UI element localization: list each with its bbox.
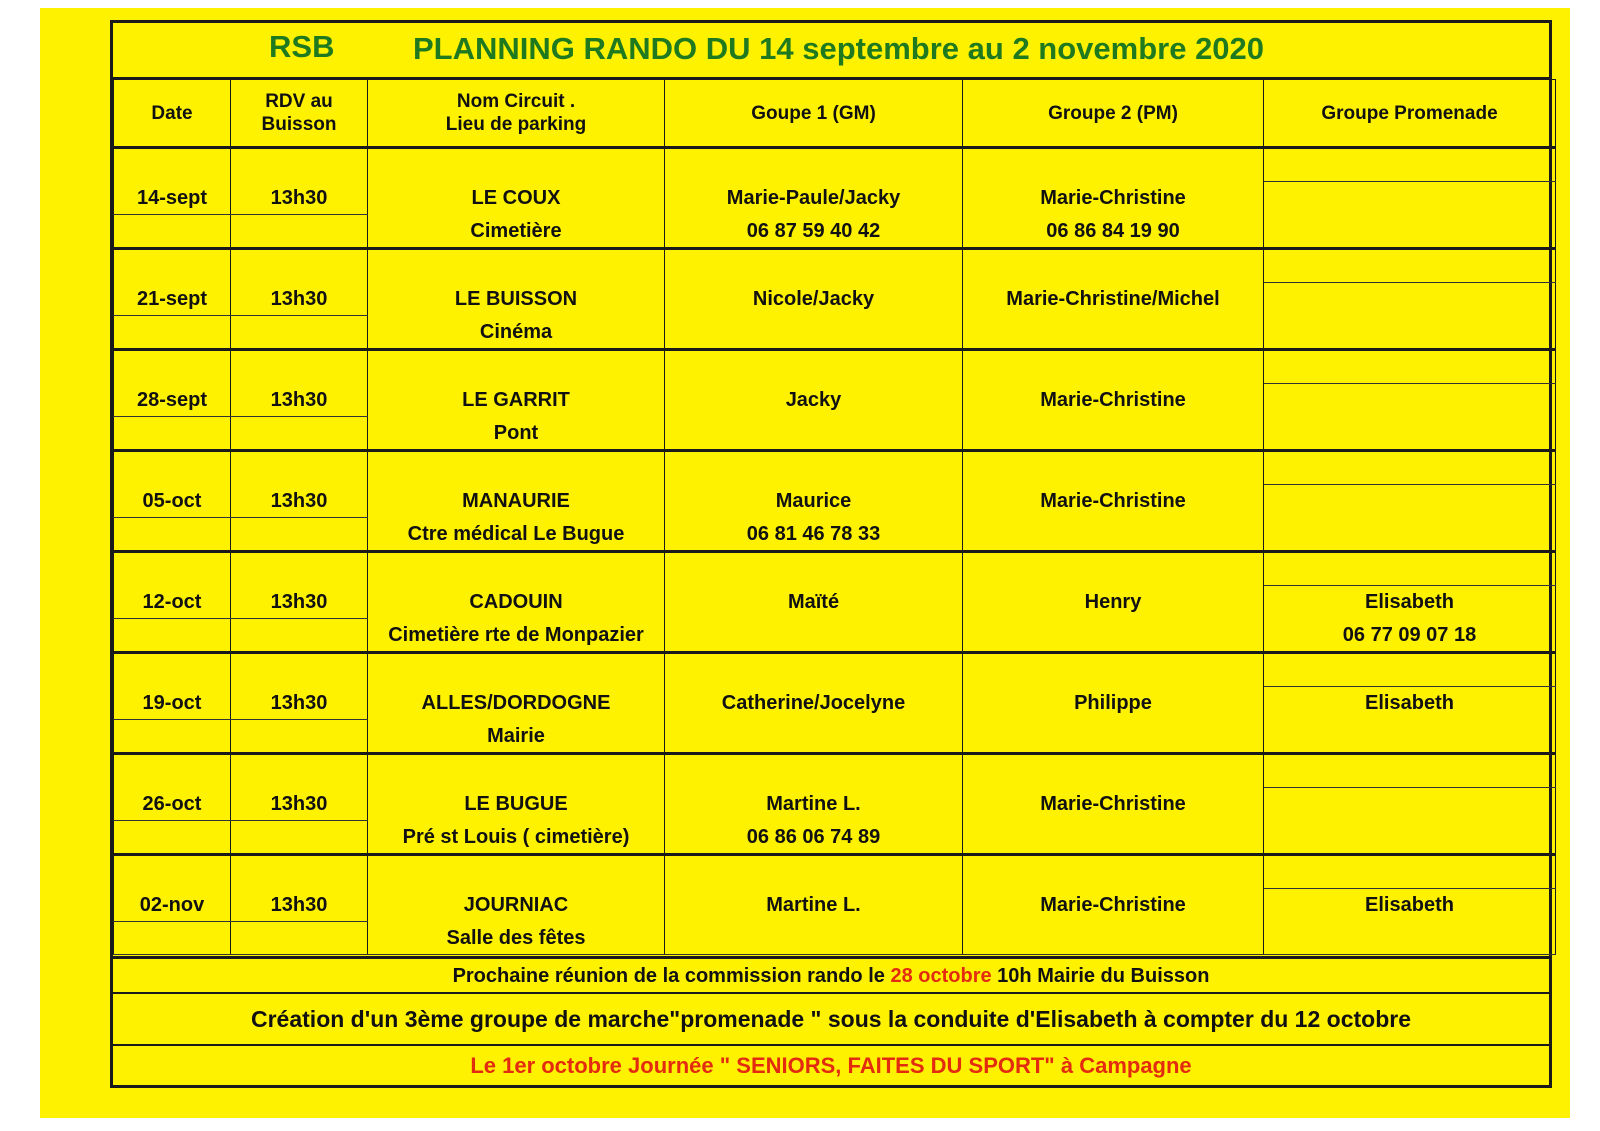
circuit-name: JOURNIAC (368, 889, 665, 922)
group2-cell (963, 249, 1264, 283)
promenade-leader (1264, 788, 1556, 821)
group1-leader: Maïté (665, 586, 963, 619)
group1-cell (665, 855, 963, 889)
group1-phone: 06 87 59 40 42 (665, 215, 963, 249)
group2-cell (963, 552, 1264, 586)
table-row (114, 182, 1556, 215)
time-cell (231, 855, 368, 889)
circuit-cell (368, 148, 665, 182)
outing-date: 28-sept (114, 384, 231, 417)
group1-phone: 06 81 46 78 33 (665, 518, 963, 552)
date-cell-lower (114, 720, 231, 754)
table-row-detail (114, 619, 1556, 653)
group1-cell (665, 249, 963, 283)
group1-leader: Maurice (665, 485, 963, 518)
promenade-leader (1264, 182, 1556, 215)
promenade-cell (1264, 350, 1556, 384)
parking-place: Cimetière (368, 215, 665, 249)
header-circuit (368, 80, 665, 148)
row-spacer (114, 754, 1556, 788)
group2-phone (963, 720, 1264, 754)
date-cell-lower (114, 922, 231, 955)
header-circuit-line1: Nom Circuit . (456, 91, 576, 112)
group1-phone (665, 720, 963, 754)
date-cell (114, 653, 231, 687)
circuit-name: LE BUISSON (368, 283, 665, 316)
meeting-time: 13h30 (231, 687, 368, 720)
group1-phone (665, 316, 963, 350)
row-spacer (114, 249, 1556, 283)
circuit-name: CADOUIN (368, 586, 665, 619)
group1-cell (665, 451, 963, 485)
group1-leader: Jacky (665, 384, 963, 417)
header-rdv-line1: RDV au (265, 91, 333, 112)
promenade-phone (1264, 720, 1556, 754)
outing-date: 21-sept (114, 283, 231, 316)
group1-phone: 06 86 06 74 89 (665, 821, 963, 855)
promenade-leader (1264, 283, 1556, 316)
promenade-leader (1264, 485, 1556, 518)
time-cell (231, 249, 368, 283)
page-title: PLANNING RANDO DU 14 septembre au 2 novembre 2020 (413, 31, 1265, 66)
date-cell-lower (114, 619, 231, 653)
group1-phone (665, 922, 963, 955)
group1-cell (665, 653, 963, 687)
group1-cell (665, 552, 963, 586)
group1-leader: Marie-Paule/Jacky (665, 182, 963, 215)
meeting-time: 13h30 (231, 182, 368, 215)
date-cell-lower (114, 821, 231, 855)
table-row (114, 485, 1556, 518)
group1-cell (665, 350, 963, 384)
circuit-cell (368, 350, 665, 384)
table-row (114, 283, 1556, 316)
group2-cell (963, 350, 1264, 384)
planning-board (110, 20, 1552, 1088)
time-cell (231, 754, 368, 788)
table-row (114, 788, 1556, 821)
promenade-cell (1264, 249, 1556, 283)
table-row-detail (114, 922, 1556, 955)
row-spacer (114, 148, 1556, 182)
meeting-time: 13h30 (231, 788, 368, 821)
date-cell (114, 148, 231, 182)
group1-leader: Martine L. (665, 788, 963, 821)
date-cell (114, 855, 231, 889)
group2-phone: 06 86 84 19 90 (963, 215, 1264, 249)
promenade-phone (1264, 215, 1556, 249)
promenade-cell (1264, 451, 1556, 485)
circuit-name: ALLES/DORDOGNE (368, 687, 665, 720)
time-cell (231, 451, 368, 485)
circuit-cell (368, 552, 665, 586)
time-cell-lower (231, 720, 368, 754)
header-circuit-line2: Lieu de parking (445, 114, 587, 135)
group1-phone (665, 619, 963, 653)
date-cell (114, 249, 231, 283)
time-cell-lower (231, 215, 368, 249)
outing-date: 05-oct (114, 485, 231, 518)
meeting-time: 13h30 (231, 384, 368, 417)
row-spacer (114, 855, 1556, 889)
title-row (113, 23, 1549, 79)
table-row-detail (114, 417, 1556, 451)
circuit-cell (368, 754, 665, 788)
parking-place: Ctre médical Le Bugue (368, 518, 665, 552)
meeting-time: 13h30 (231, 889, 368, 922)
row-spacer (114, 350, 1556, 384)
time-cell-lower (231, 316, 368, 350)
promenade-phone (1264, 821, 1556, 855)
date-cell-lower (114, 215, 231, 249)
row-spacer (114, 653, 1556, 687)
group2-cell (963, 855, 1264, 889)
parking-place: Mairie (368, 720, 665, 754)
date-cell (114, 451, 231, 485)
date-cell-lower (114, 518, 231, 552)
promenade-leader: Elisabeth (1264, 586, 1556, 619)
circuit-name: LE BUGUE (368, 788, 665, 821)
outing-date: 14-sept (114, 182, 231, 215)
circuit-cell (368, 451, 665, 485)
time-cell-lower (231, 821, 368, 855)
group2-phone (963, 417, 1264, 451)
header-row (114, 80, 1556, 148)
group1-leader: Catherine/Jocelyne (665, 687, 963, 720)
circuit-name: MANAURIE (368, 485, 665, 518)
outing-date: 19-oct (114, 687, 231, 720)
meeting-time: 13h30 (231, 586, 368, 619)
meeting-place: 10h Mairie du Buisson (997, 965, 1210, 987)
group2-phone (963, 922, 1264, 955)
meeting-note (113, 956, 1549, 994)
time-cell-lower (231, 417, 368, 451)
time-cell (231, 552, 368, 586)
group2-phone (963, 619, 1264, 653)
group2-leader: Marie-Christine (963, 182, 1264, 215)
promenade-cell (1264, 754, 1556, 788)
meeting-time: 13h30 (231, 485, 368, 518)
header-date: Date (114, 80, 231, 148)
date-cell (114, 754, 231, 788)
header-rdv-line2: Buisson (261, 114, 337, 135)
row-spacer (114, 552, 1556, 586)
group2-cell (963, 148, 1264, 182)
table-row-detail (114, 215, 1556, 249)
row-spacer (114, 451, 1556, 485)
header-promenade: Groupe Promenade (1264, 80, 1556, 148)
group2-cell (963, 451, 1264, 485)
outing-date: 26-oct (114, 788, 231, 821)
parking-place: Salle des fêtes (368, 922, 665, 955)
table-row-detail (114, 720, 1556, 754)
event-note: Le 1er octobre Journée " SENIORS, FAITES DU SPORT" à Campagne (470, 1053, 1192, 1078)
time-cell-lower (231, 518, 368, 552)
circuit-cell (368, 653, 665, 687)
group2-leader: Marie-Christine (963, 788, 1264, 821)
date-cell-lower (114, 417, 231, 451)
creation-note: Création d'un 3ème groupe de marche"promenade " sous la conduite d'Elisabeth à compter du 12 octobre (113, 994, 1549, 1046)
date-cell (114, 350, 231, 384)
date-cell-lower (114, 316, 231, 350)
promenade-leader: Elisabeth (1264, 687, 1556, 720)
table-row-detail (114, 821, 1556, 855)
group2-cell (963, 754, 1264, 788)
planning-table (113, 79, 1556, 955)
parking-place: Cinéma (368, 316, 665, 350)
parking-place: Pont (368, 417, 665, 451)
header-group1: Goupe 1 (GM) (665, 80, 963, 148)
outing-date: 12-oct (114, 586, 231, 619)
circuit-name: LE GARRIT (368, 384, 665, 417)
group2-phone (963, 316, 1264, 350)
table-row-detail (114, 316, 1556, 350)
group2-phone (963, 518, 1264, 552)
promenade-cell (1264, 855, 1556, 889)
group2-leader: Henry (963, 586, 1264, 619)
group1-leader: Martine L. (665, 889, 963, 922)
promenade-leader: Elisabeth (1264, 889, 1556, 922)
time-cell (231, 653, 368, 687)
time-cell (231, 148, 368, 182)
parking-place: Cimetière rte de Monpazier (368, 619, 665, 653)
header-group2: Groupe 2 (PM) (963, 80, 1264, 148)
circuit-name: LE COUX (368, 182, 665, 215)
promenade-cell (1264, 653, 1556, 687)
table-row (114, 384, 1556, 417)
promenade-phone (1264, 922, 1556, 955)
promenade-phone (1264, 518, 1556, 552)
group1-leader: Nicole/Jacky (665, 283, 963, 316)
group2-leader: Marie-Christine (963, 485, 1264, 518)
meeting-text: Prochaine réunion de la commission rando le (452, 965, 885, 987)
promenade-cell (1264, 148, 1556, 182)
header-rdv (231, 80, 368, 148)
meeting-date: 28 octobre (890, 965, 992, 987)
group1-cell (665, 148, 963, 182)
parking-place: Pré st Louis ( cimetière) (368, 821, 665, 855)
table-row (114, 687, 1556, 720)
promenade-phone: 06 77 09 07 18 (1264, 619, 1556, 653)
group2-phone (963, 821, 1264, 855)
circuit-cell (368, 855, 665, 889)
group1-phone (665, 417, 963, 451)
group2-cell (963, 653, 1264, 687)
outing-date: 02-nov (114, 889, 231, 922)
table-row (114, 586, 1556, 619)
table-row (114, 889, 1556, 922)
time-cell-lower (231, 922, 368, 955)
group2-leader: Philippe (963, 687, 1264, 720)
time-cell (231, 350, 368, 384)
table-row-detail (114, 518, 1556, 552)
club-name: RSB (269, 29, 335, 64)
group2-leader: Marie-Christine (963, 889, 1264, 922)
circuit-cell (368, 249, 665, 283)
meeting-time: 13h30 (231, 283, 368, 316)
group2-leader: Marie-Christine (963, 384, 1264, 417)
date-cell (114, 552, 231, 586)
promenade-cell (1264, 552, 1556, 586)
promenade-phone (1264, 316, 1556, 350)
paper-sheet (40, 8, 1570, 1118)
promenade-phone (1264, 417, 1556, 451)
promenade-leader (1264, 384, 1556, 417)
group1-cell (665, 754, 963, 788)
time-cell-lower (231, 619, 368, 653)
group2-leader: Marie-Christine/Michel (963, 283, 1264, 316)
